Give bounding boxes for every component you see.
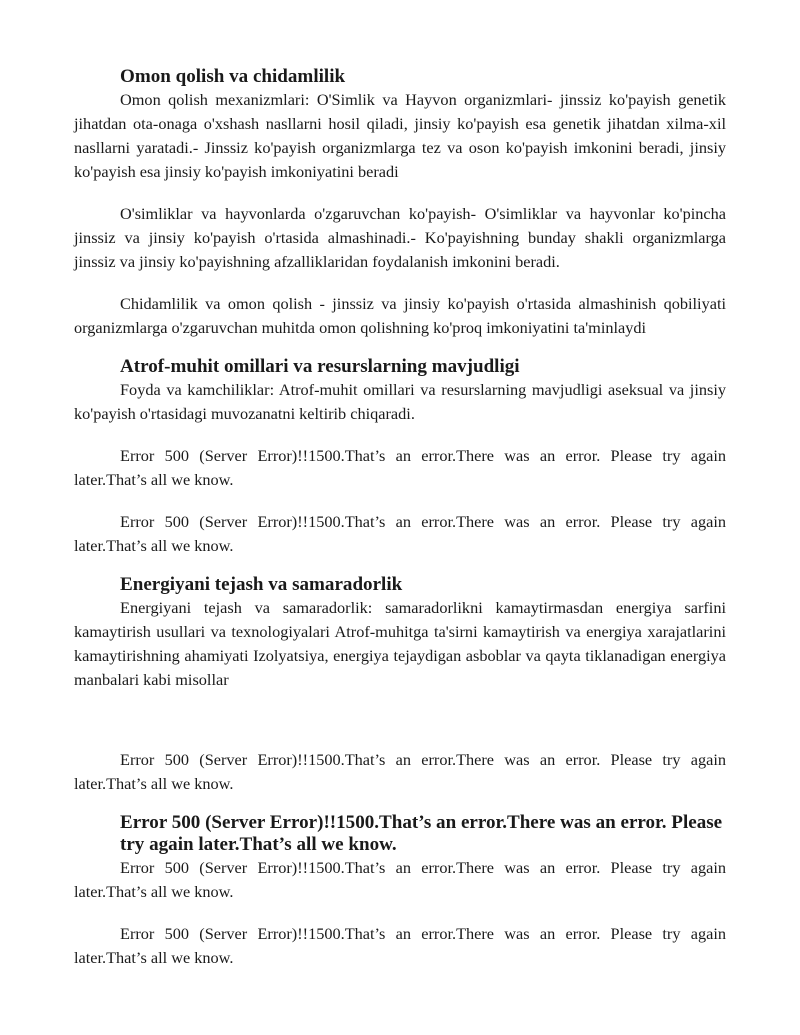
paragraph: O'simliklar va hayvonlarda o'zgaruvchan ko'payish- O'simliklar va hayvonlar ko'pincha jinssiz va jinsiy ko'payish o'rtasida almashinadi.- Ko'payishning bunday shakli organizmlarga jinssiz va jinsiy ko'payishning afzalliklaridan foydalanish imkonini beradi. bbox=[74, 204, 726, 271]
document-body bbox=[74, 66, 726, 970]
section-heading: Error 500 (Server Error)!!1500.That’s an error.There was an error. Please try again later.That’s all we know. bbox=[120, 812, 723, 855]
error-paragraph: Error 500 (Server Error)!!1500.That’s an error.There was an error. Please try again later.That’s all we know. bbox=[74, 512, 726, 555]
paragraph: Omon qolish mexanizmlari: O'Simlik va Hayvon organizmlari- jinssiz ko'payish genetik jihatdan ota-onaga o'xshash nasllarni hosil qiladi, jinsiy ko'payish esa genetik jihatdan xilma-xil nasllarni yaratadi.- Jinssiz ko'payish organizmlarga tez va oson ko'payish imkonini beradi, jinsiy ko'payish esa jinsiy ko'payish imkoniyatini beradi bbox=[74, 90, 726, 181]
error-paragraph: Error 500 (Server Error)!!1500.That’s an error.There was an error. Please try again later.That’s all we know. bbox=[74, 924, 726, 967]
error-paragraph: Error 500 (Server Error)!!1500.That’s an error.There was an error. Please try again later.That’s all we know. bbox=[74, 446, 726, 489]
section-heading: Atrof-muhit omillari va resurslarning mavjudligi bbox=[120, 356, 520, 377]
section-heading: Omon qolish va chidamlilik bbox=[120, 66, 346, 87]
paragraph: Chidamlilik va omon qolish - jinssiz va jinsiy ko'payish o'rtasida almashinish qobiliyati organizmlarga o'zgaruvchan muhitda omon qolishning ko'proq imkoniyatini ta'minlaydi bbox=[74, 294, 726, 337]
error-paragraph: Error 500 (Server Error)!!1500.That’s an error.There was an error. Please try again later.That’s all we know. bbox=[74, 750, 726, 793]
paragraph: Foyda va kamchiliklar: Atrof-muhit omillari va resurslarning mavjudligi aseksual va jinsiy ko'payish o'rtasidagi muvozanatni keltirib chiqaradi. bbox=[74, 380, 726, 423]
error-paragraph: Error 500 (Server Error)!!1500.That’s an error.There was an error. Please try again later.That’s all we know. bbox=[74, 858, 726, 901]
section-heading: Energiyani tejash va samaradorlik bbox=[120, 574, 403, 595]
paragraph: Energiyani tejash va samaradorlik: samaradorlikni kamaytirmasdan energiya sarfini kamaytirish usullari va texnologiyalari Atrof-muhitga ta'sirni kamaytirish va energiya xarajatlarini kamaytirishning ahamiyati Izolyatsiya, energiya tejaydigan asboblar va qayta tiklanadigan energiya manbalari kabi misollar bbox=[74, 598, 726, 689]
